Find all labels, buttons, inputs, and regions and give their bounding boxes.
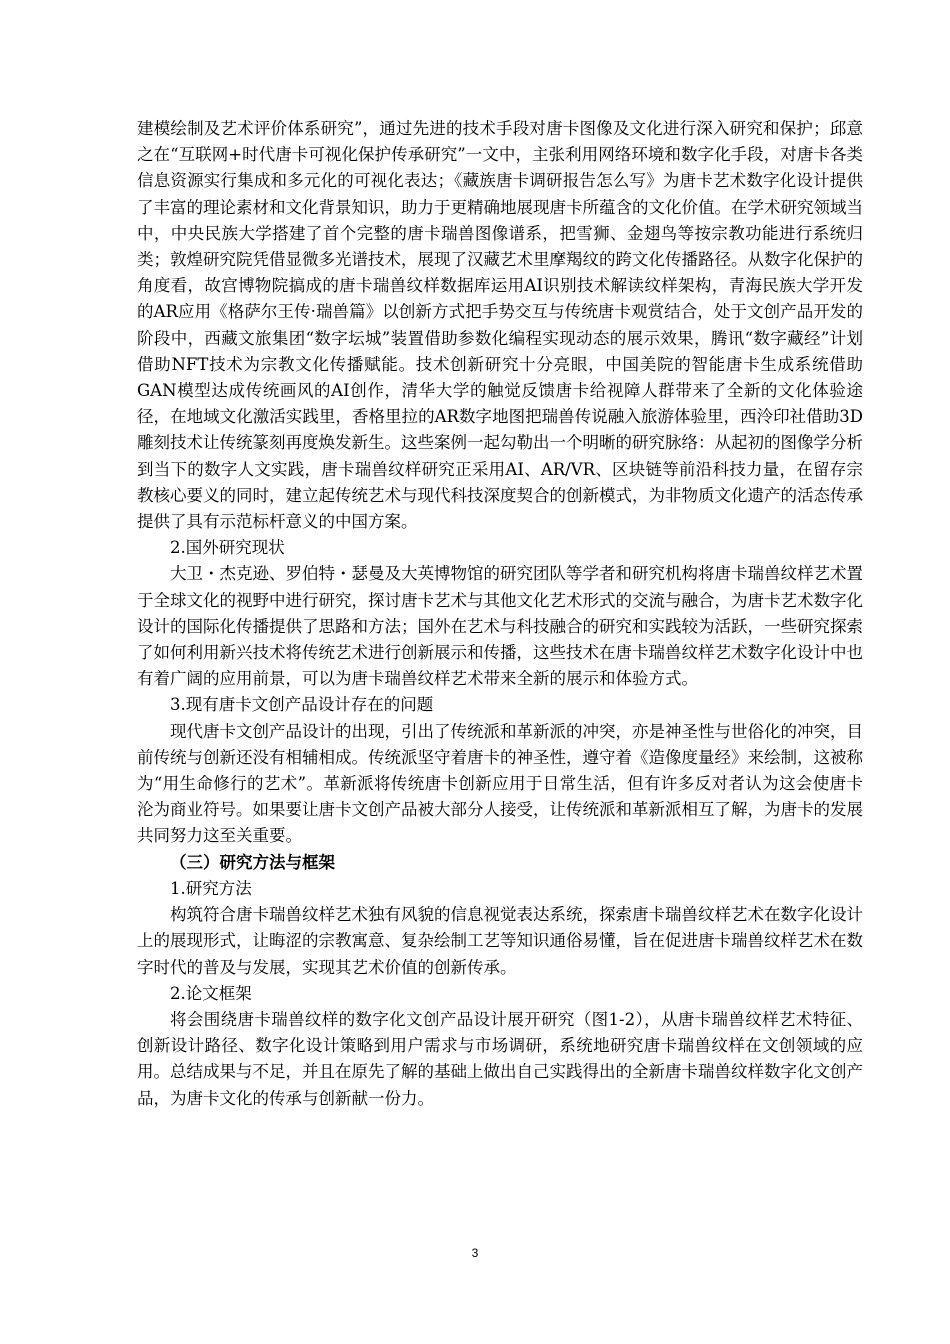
heading-thesis-framework: 2.论文框架 — [170, 983, 252, 1003]
paragraph-foreign-research: 大卫・杰克逊、罗伯特・瑟曼及大英博物馆的研究团队等学者和研究机构将唐卡瑞兽纹样艺术置于全球文化的视野中进行研究，探讨唐卡艺术与其他文化艺术形式的交流与融合，为唐卡艺术数字化设计的国际化传播提供了思路和方法；国外在艺术与科技融合的研究和实践较为活跃，一些研究探索了如何利用新兴技术将传统艺术进行创新展示和传播，这些技术在唐卡瑞兽纹样艺术数字化设计中也有着广阔的应用前景，可以为唐卡瑞兽纹样艺术带来全新的展示和体验方式。 — [137, 564, 863, 689]
paragraph-thesis-framework: 将会围绕唐卡瑞兽纹样的数字化文创产品设计展开研究（图1-2），从唐卡瑞兽纹样艺术特征、创新设计路径、数字化设计策略到用户需求与市场调研，系统地研究唐卡瑞兽纹样在文创领域的应用。总结成果与不足，并且在原先了解的基础上做出自己实践得出的全新唐卡瑞兽纹样数字化文创产品，为唐卡文化的传承与创新献一份力。 — [137, 1009, 863, 1108]
paragraph-domestic-research-continued: 建模绘制及艺术评价体系研究”，通过先进的技术手段对唐卡图像及文化进行深入研究和保护；邱意之在“互联网+时代唐卡可视化保护传承研究”一文中，主张利用网络环境和数字化手段，对唐卡各类信息资源实行集成和多元化的可视化表达；《藏族唐卡调研报告怎么写》为唐卡艺术数字化设计提供了丰富的理论素材和文化背景知识，助力于更精确地展现唐卡所蕴含的文化价值。在学术研究领域当中，中央民族大学搭建了首个完整的唐卡瑞兽图像谱系，把雪狮、金翅鸟等按宗教功能进行系统归类；敦煌研究院凭借显微多光谱技术，展现了汉藏艺术里摩羯纹的跨文化传播路径。从数字化保护的角度看，故宫博物院搞成的唐卡瑞兽纹样数据库运用AI识别技术解读纹样架构，青海民族大学开发的AR应用《格萨尔王传·瑞兽篇》以创新方式把手势交互与传统唐卡观赏结合，处于文创产品开发的阶段中，西藏文旅集团“数字坛城”装置借助参数化编程实现动态的展示效果，腾讯“数字藏经”计划借助NFT技术为宗教文化传播赋能。技术创新研究十分亮眼，中国美院的智能唐卡生成系统借助GAN模型达成传统画风的AI创作，清华大学的触觉反馈唐卡给视障人群带来了全新的文化体验途径，在地域文化激活实践里，香格里拉的AR数字地图把瑞兽传说融入旅游体验里，西泠印社借助3D雕刻技术让传统篆刻再度焕发新生。这些案例一起勾勒出一个明晰的研究脉络：从起初的图像学分析到当下的数字人文实践，唐卡瑞兽纹样研究正采用AI、AR/VR、区块链等前沿科技力量，在留存宗教核心要义的同时，建立起传统艺术与现代科技深度契合的创新模式，为非物质文化遗产的活态传承提供了具有示范标杆意义的中国方案。 — [137, 119, 863, 532]
paragraph-research-methods: 构筑符合唐卡瑞兽纹样艺术独有风貌的信息视觉表达系统，探索唐卡瑞兽纹样艺术在数字化设计上的展现形式，让晦涩的宗教寓意、复杂绘制工艺等知识通俗易懂，旨在促进唐卡瑞兽纹样艺术在数字时代的普及与发展，实现其艺术价值的创新传承。 — [137, 905, 863, 977]
page-number: 3 — [471, 1246, 479, 1260]
heading-existing-problems: 3.现有唐卡文创产品设计存在的问题 — [170, 695, 434, 715]
heading-research-methods: 1.研究方法 — [170, 878, 252, 898]
body-text — [137, 116, 863, 1112]
heading-foreign-research: 2.国外研究现状 — [170, 538, 285, 558]
paragraph-existing-problems: 现代唐卡文创产品设计的出现，引出了传统派和革新派的冲突，亦是神圣性与世俗化的冲突，目前传统与创新还没有相辅相成。传统派坚守着唐卡的神圣性，遵守着《造像度量经》来绘制，这被称为“用生命修行的艺术”。革新派将传统唐卡创新应用于日常生活，但有许多反对者认为这会使唐卡沦为商业符号。如果要让唐卡文创产品被大部分人接受，让传统派和革新派相互了解，为唐卡的发展共同努力这至关重要。 — [137, 721, 863, 846]
heading-methods-and-framework: （三）研究方法与框架 — [170, 852, 335, 872]
